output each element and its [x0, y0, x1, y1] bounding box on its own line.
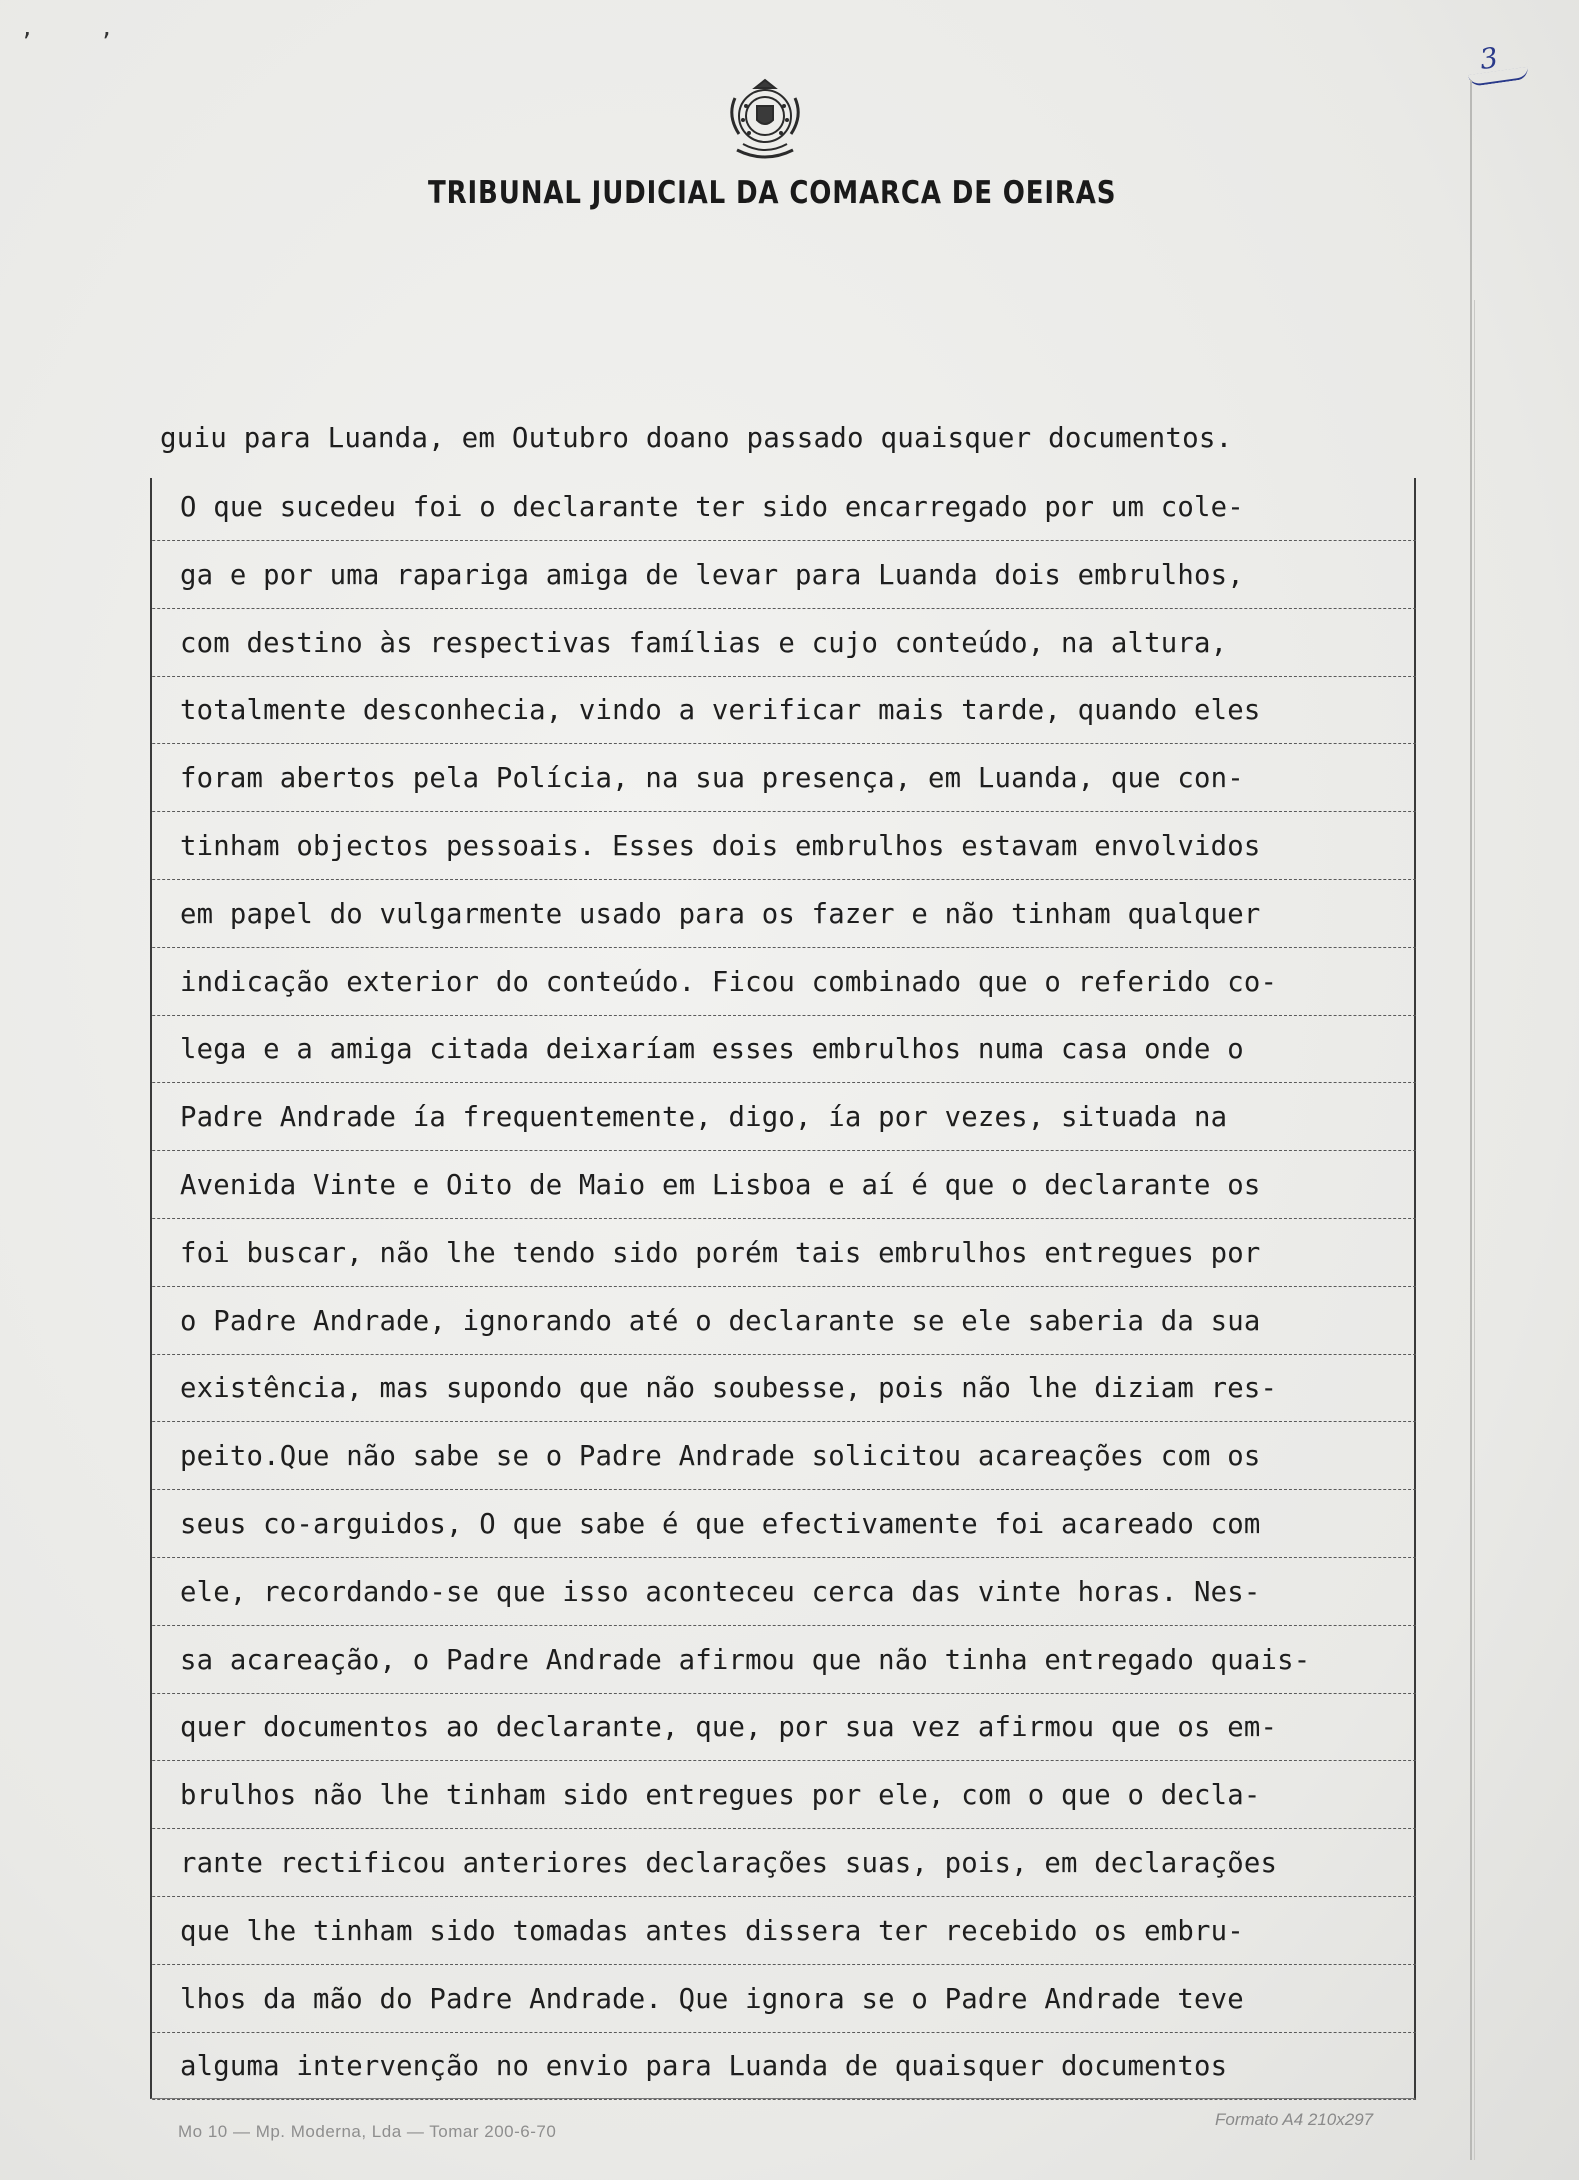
text-line: tinham objectos pessoais. Esses dois embrulhos estavam envolvidos	[180, 827, 1430, 895]
text-line: alguma intervenção no envio para Luanda de quaisquer documentos	[180, 2047, 1430, 2115]
paper-format-note: Formato A4 210x297	[1215, 2110, 1374, 2129]
margin-rule	[1470, 80, 1472, 2160]
text-line: lhos da mão do Padre Andrade. Que ignora se o Padre Andrade teve	[180, 1980, 1430, 2048]
text-line: lega e a amiga citada deixaríam esses embrulhos numa casa onde o	[180, 1030, 1430, 1098]
page-number: 3	[1477, 40, 1501, 77]
text-line: brulhos não lhe tinham sido entregues por ele, com o que o decla-	[180, 1776, 1430, 1844]
text-line: ga e por uma rapariga amiga de levar para Luanda dois embrulhos,	[180, 556, 1430, 624]
court-title: TRIBUNAL JUDICIAL DA COMARCA DE OEIRAS	[428, 175, 1117, 211]
text-line: sa acareação, o Padre Andrade afirmou que não tinha entregado quais-	[180, 1641, 1430, 1709]
text-line: O que sucedeu foi o declarante ter sido encarregado por um cole-	[180, 488, 1430, 556]
text-line: o Padre Andrade, ignorando até o declarante se ele saberia da sua	[180, 1302, 1430, 1370]
text-line: Avenida Vinte e Oito de Maio em Lisboa e aí é que o declarante os	[180, 1166, 1430, 1234]
text-line: que lhe tinham sido tomadas antes dissera ter recebido os embru-	[180, 1912, 1430, 1980]
text-line-first: guiu para Luanda, em Outubro doano passado quaisquer documentos.	[160, 422, 1233, 454]
text-line: seus co-arguidos, O que sabe é que efectivamente foi acareado com	[180, 1505, 1430, 1573]
text-line: existência, mas supondo que não soubesse, pois não lhe diziam res-	[180, 1369, 1430, 1437]
margin-ticks: ’ ’	[20, 30, 113, 55]
text-line: em papel do vulgarmente usado para os fazer e não tinham qualquer	[180, 895, 1430, 963]
text-line: indicação exterior do conteúdo. Ficou combinado que o referido co-	[180, 963, 1430, 1031]
text-line: ele, recordando-se que isso aconteceu cerca das vinte horas. Nes-	[180, 1573, 1430, 1641]
text-line: Padre Andrade ía frequentemente, digo, ía por vezes, situada na	[180, 1098, 1430, 1166]
text-line: peito.Que não sabe se o Padre Andrade solicitou acareações com os	[180, 1437, 1430, 1505]
text-body	[180, 488, 1440, 2115]
margin-rule-secondary	[1474, 300, 1475, 2160]
text-line: quer documentos ao declarante, que, por sua vez afirmou que os em-	[180, 1708, 1430, 1776]
text-line: com destino às respectivas famílias e cujo conteúdo, na altura,	[180, 624, 1430, 692]
coat-of-arms-icon	[715, 78, 815, 163]
text-line: foi buscar, não lhe tendo sido porém tais embrulhos entregues por	[180, 1234, 1430, 1302]
text-line: totalmente desconhecia, vindo a verificar mais tarde, quando eles	[180, 691, 1430, 759]
text-line: foram abertos pela Polícia, na sua presença, em Luanda, que con-	[180, 759, 1430, 827]
text-line: rante rectificou anteriores declarações suas, pois, em declarações	[180, 1844, 1430, 1912]
printer-imprint: Mo 10 — Mp. Moderna, Lda — Tomar 200-6-70	[178, 2122, 557, 2141]
